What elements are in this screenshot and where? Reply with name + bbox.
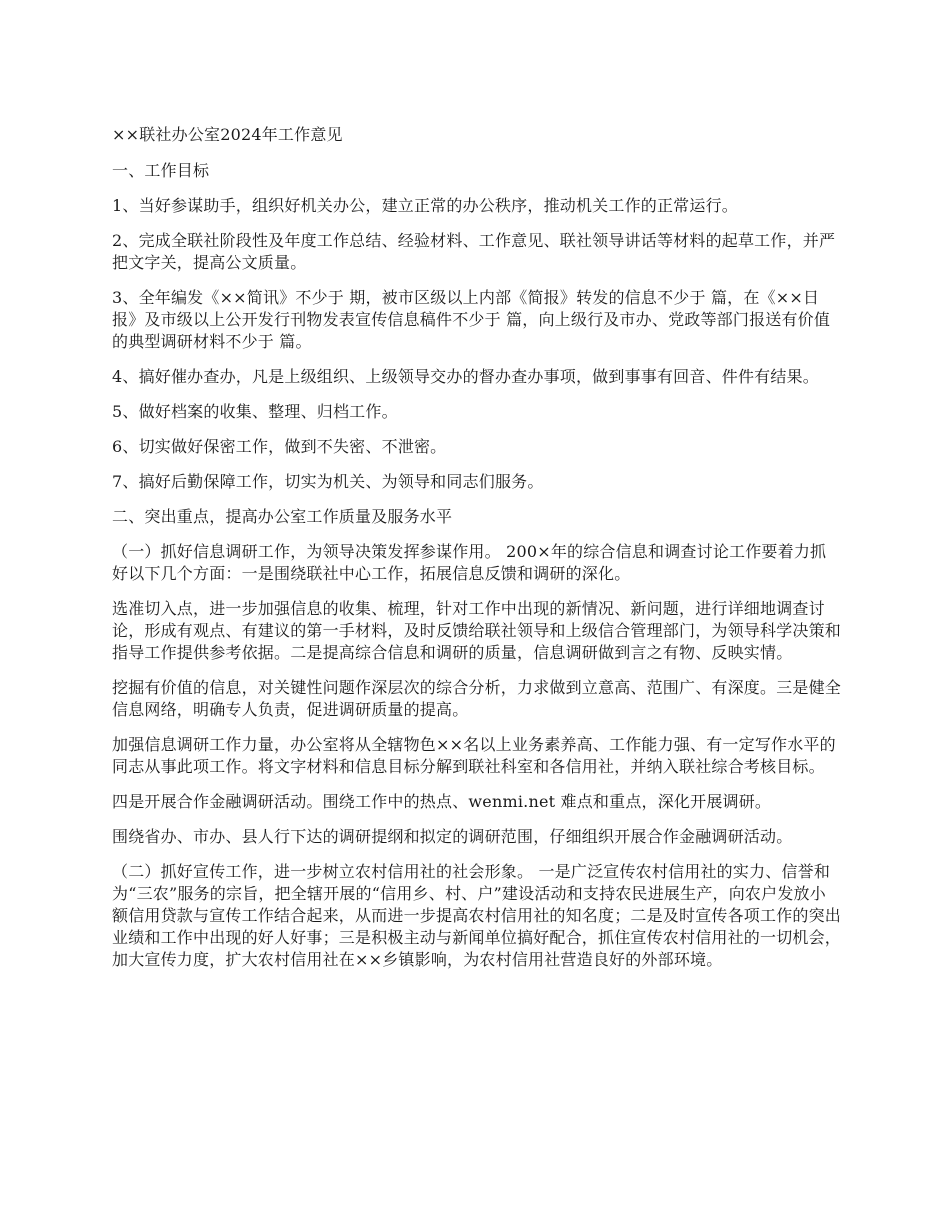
goal-item-6: 6、切实做好保密工作，做到不失密、不泄密。 (112, 437, 447, 456)
goal-item-7: 7、搞好后勤保障工作，切实为机关、为领导和同志们服务。 (112, 472, 544, 491)
document-body (112, 124, 842, 984)
goal-item-2: 2、完成全联社阶段性及年度工作总结、经验材料、工作意见、联社领导讲话等材料的起草工作，并严把文字关，提高公文质量。 (112, 231, 836, 272)
document-title: ××联社办公室2024年工作意见 (112, 125, 343, 144)
goal-item-5: 5、做好档案的收集、整理、归档工作。 (112, 402, 398, 421)
body-paragraph: 四是开展合作金融调研活动。围绕工作中的热点、wenmi.net 难点和重点，深化开展调研。 (112, 792, 772, 811)
body-paragraph: 挖掘有价值的信息，对关键性问题作深层次的综合分析，力求做到立意高、范围广、有深度。三是健全信息网络，明确专人负责，促进调研质量的提高。 (112, 678, 842, 719)
body-paragraph: 加强信息调研工作力量，办公室将从全辖物色××名以上业务素养高、工作能力强、有一定写作水平的同志从事此项工作。将文字材料和信息目标分解到联社科室和各信用社，并纳入联社综合考核目标。 (112, 735, 836, 776)
body-paragraph: （一）抓好信息调研工作，为领导决策发挥参谋作用。 200×年的综合信息和调查讨论工作要着力抓好以下几个方面：一是围绕联社中心工作，拓展信息反馈和调研的深化。 (112, 542, 827, 583)
body-paragraph: 围绕省办、市办、县人行下达的调研提纲和拟定的调研范围，仔细组织开展合作金融调研活动。 (112, 827, 793, 846)
goal-item-4: 4、搞好催办查办，凡是上级组织、上级领导交办的督办查办事项，做到事事有回音、件件有结果。 (112, 367, 819, 386)
body-paragraph: 选准切入点，进一步加强信息的收集、梳理，针对工作中出现的新情况、新问题，进行详细地调查讨论，形成有观点、有建议的第一手材料，及时反馈给联社领导和上级信合管理部门，为领导科学决策和指导工作提供参考依据。二是提高综合信息和调研的质量，信息调研做到言之有物、反映实情。 (112, 599, 842, 662)
section-heading-goals: 一、工作目标 (112, 161, 210, 180)
body-paragraph: （二）抓好宣传工作，进一步树立农村信用社的社会形象。 一是广泛宣传农村信用社的实力、信誉和为“三农”服务的宗旨，把全辖开展的“信用乡、村、户”建设活动和支持农民进展生产，向农户发放小额信用贷款与宣传工作结合起来，从而进一步提高农村信用社的知名度；二是及时宣传各项工作的突出业绩和工作中出现的好人好事；三是积极主动与新闻单位搞好配合，抓住宣传农村信用社的一切机会，加大宣传力度，扩大农村信用社在××乡镇影响，为农村信用社营造良好的外部环境。 (112, 862, 842, 969)
goal-item-1: 1、当好参谋助手，组织好机关办公，建立正常的办公秩序，推动机关工作的正常运行。 (112, 196, 738, 215)
section-heading-priorities: 二、突出重点，提高办公室工作质量及服务水平 (112, 507, 453, 526)
goal-item-3: 3、全年编发《××简讯》不少于 期，被市区级以上内部《简报》转发的信息不少于 篇，在《××日报》及市级以上公开发行刊物发表宣传信息稿件不少于 篇，向上级行及市办、党政等部门报送有价值的典型调研材料不少于 篇。 (112, 288, 831, 351)
